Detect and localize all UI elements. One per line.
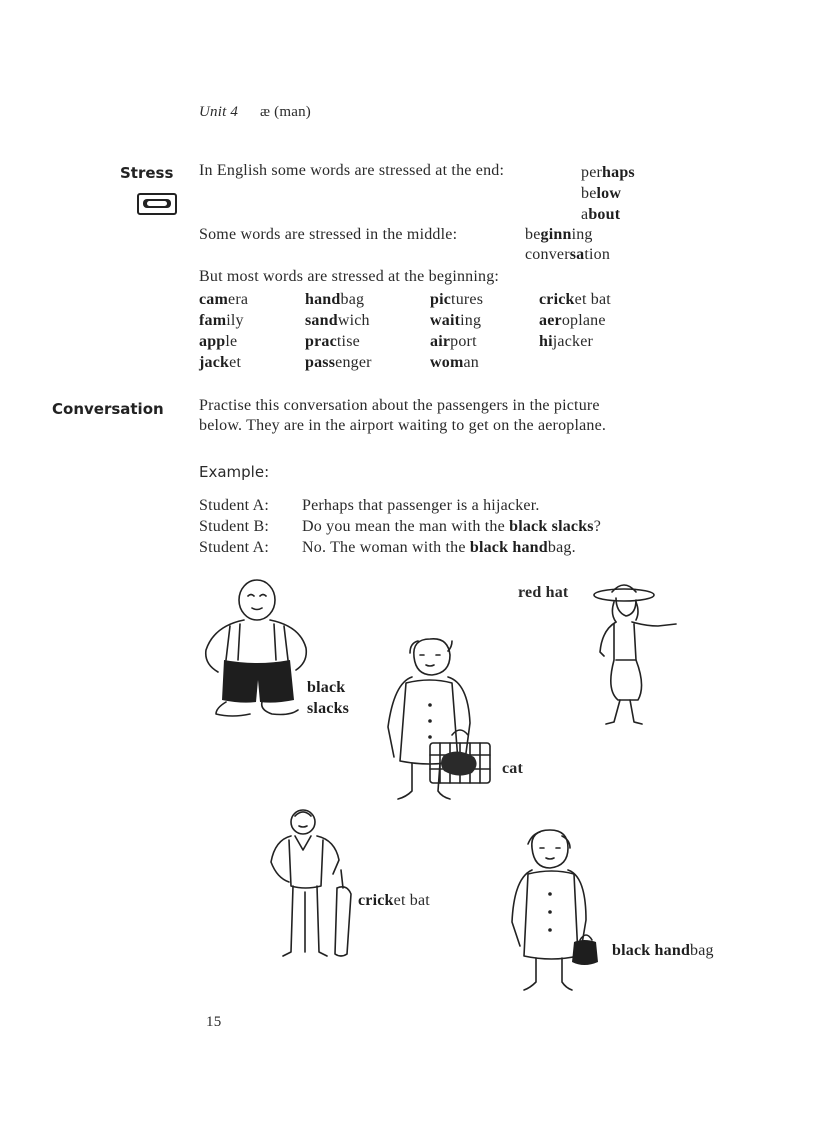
woman-black-handbag-illustration xyxy=(510,828,605,996)
stress-label: Stress xyxy=(120,164,174,182)
stress-intro-middle: Some words are stressed in the middle: xyxy=(199,226,458,243)
cassette-icon xyxy=(137,193,177,215)
end-word-about: about xyxy=(581,206,621,223)
dialogue-speaker: Student A: xyxy=(199,497,270,514)
middle-word-conversation: conversation xyxy=(525,246,611,263)
stress-intro-end: In English some words are stressed at the end: xyxy=(199,162,505,179)
label-red-hat: red hat xyxy=(518,584,569,601)
dialogue-line xyxy=(199,537,576,558)
page-number: 15 xyxy=(206,1014,222,1030)
dialogue-speaker: Student A: xyxy=(199,539,270,556)
conversation-line-2: below. They are in the airport waiting to get on the aeroplane. xyxy=(199,417,607,434)
dialogue-text: No. The woman with the black handbag. xyxy=(302,539,576,556)
man-black-slacks-illustration xyxy=(200,578,310,733)
example-label: Example: xyxy=(199,463,270,481)
unit-number: Unit 4 xyxy=(199,104,239,120)
dialogue-speaker: Student B: xyxy=(199,518,270,535)
dialogue-text: Do you mean the man with the black slacks? xyxy=(302,518,602,535)
man-cricket-bat-illustration xyxy=(265,806,360,961)
unit-sound: æ (man) xyxy=(260,104,312,120)
label-cat: cat xyxy=(502,760,524,777)
dialogue-text: Perhaps that passenger is a hijacker. xyxy=(302,497,540,514)
stress-intro-begin: But most words are stressed at the beginning: xyxy=(199,268,500,285)
end-words xyxy=(581,162,635,225)
dialogue-line xyxy=(199,516,602,537)
dialogue-line xyxy=(199,495,540,516)
woman-red-hat-illustration xyxy=(590,578,690,728)
dialogue xyxy=(199,495,602,558)
unit-title xyxy=(199,104,311,121)
label-black-slacks: black slacks xyxy=(307,679,350,717)
woman-with-cat-illustration xyxy=(384,635,494,805)
conversation-label: Conversation xyxy=(52,400,164,418)
end-word-below: below xyxy=(581,185,622,202)
label-black-handbag: black handbag xyxy=(612,942,714,959)
middle-word-beginning: beginning xyxy=(525,226,593,243)
begin-words-table: camera handbag pictures cricket bat family sandwich waiting aeroplane apple practise airport hijacker jacket passenger woman xyxy=(199,291,611,371)
end-word-perhaps: perhaps xyxy=(581,164,635,181)
label-cricket-bat: cricket bat xyxy=(358,892,430,909)
conversation-line-1: Practise this conversation about the passengers in the picture xyxy=(199,397,600,414)
